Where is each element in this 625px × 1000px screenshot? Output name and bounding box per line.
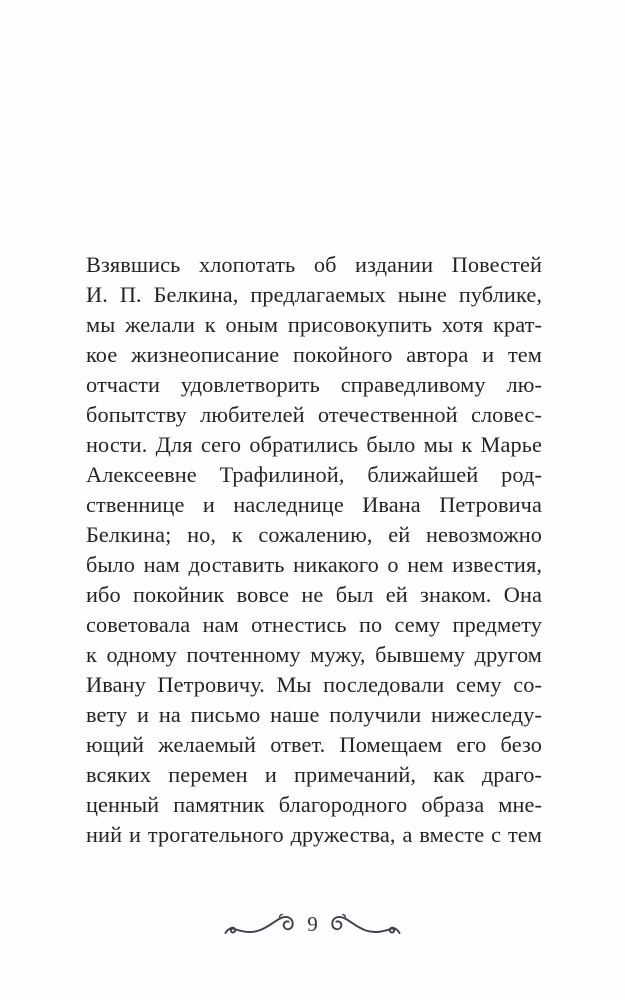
text-line: мы желали к оным присовокупить хотя крат-	[86, 312, 542, 337]
text-line: И. П. Белкина, предлагаемых ныне публике,	[86, 282, 542, 307]
text-line: Белкина; но, к сожалению, ей невозможно	[86, 522, 542, 547]
text-line: ности. Для сего обратились было мы к Марье	[86, 432, 542, 457]
text-line: советовала нам отнестись по сему предмету	[86, 612, 542, 637]
text-line: было нам доставить никакого о нем известия,	[86, 552, 542, 577]
page-footer	[0, 903, 625, 949]
flourish-left-icon	[224, 913, 294, 939]
text-line: Взявшись хлопотать об издании Повестей	[86, 252, 542, 277]
text-line: Алексеевне Трафилиной, ближайшей род-	[86, 462, 542, 487]
text-line: всяких перемен и примечаний, как драго-	[86, 762, 542, 787]
text-line: Ивану Петровичу. Мы последовали сему со-	[86, 672, 542, 697]
text-line: вету и на письмо наше получили нижеследу-	[86, 702, 542, 727]
text-line: ющий желаемый ответ. Помещаем его безо	[86, 732, 542, 757]
text-line: отчасти удовлетворить справедливому лю-	[86, 372, 542, 397]
text-line: ибо покойник вовсе не был ей знаком. Она	[86, 582, 542, 607]
text-line: кое жизнеописание покойного автора и тем	[86, 342, 542, 367]
paragraph	[86, 250, 542, 850]
text-line: бопытству любителей отечественной словес-	[86, 402, 542, 427]
page-number: 9	[307, 911, 318, 936]
text-line: ственнице и наследнице Ивана Петровича	[86, 492, 542, 517]
text-line: ний и трогательного дружества, а вместе с тем	[86, 822, 542, 847]
flourish-right-icon	[331, 913, 401, 939]
text-line: к одному почтенному мужу, бывшему другом	[86, 642, 542, 667]
text-line: ценный памятник благородного образа мне-	[86, 792, 542, 817]
